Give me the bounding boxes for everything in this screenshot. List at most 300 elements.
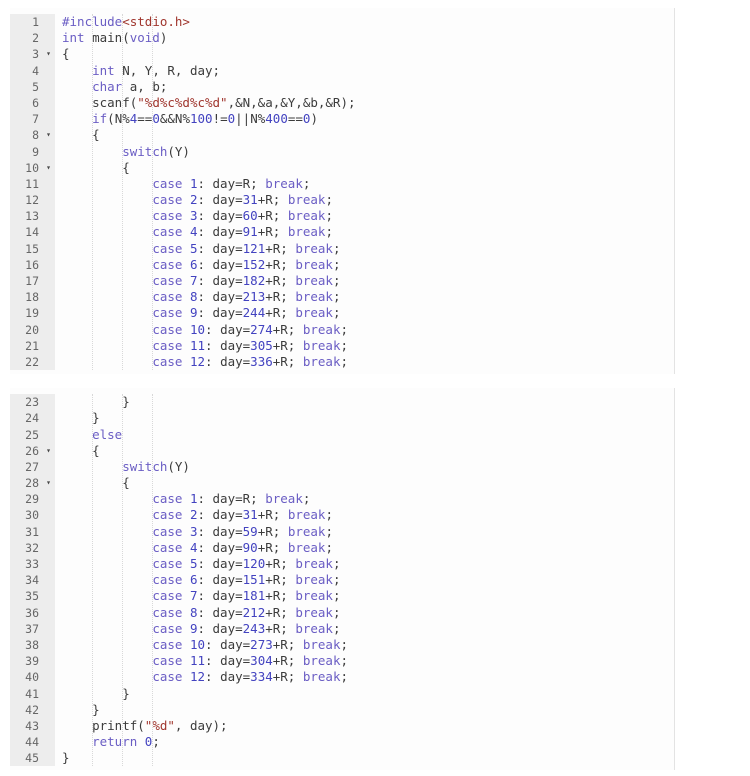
fold-arrow-icon[interactable]: ▾: [46, 445, 51, 455]
gutter: [10, 475, 55, 491]
token-p: : day=: [197, 507, 243, 523]
token-n: 1: [189, 491, 198, 507]
token-p: {: [62, 159, 130, 175]
gutter: [10, 653, 55, 669]
token-p: ;: [340, 337, 349, 353]
token-p: +R;: [272, 669, 303, 685]
token-n: 8: [189, 289, 198, 305]
line-number: 3: [32, 47, 39, 62]
token-p: }: [62, 750, 70, 766]
line-number: 39: [25, 654, 39, 669]
line-number: 35: [25, 589, 39, 604]
code-text[interactable]: [55, 491, 310, 507]
code-line[interactable]: [10, 637, 674, 653]
code-text[interactable]: [55, 507, 333, 523]
token-k: break: [295, 289, 333, 305]
token-n: 4: [189, 224, 198, 240]
token-n: 336: [250, 353, 273, 369]
token-p: ;: [325, 539, 333, 555]
code-text[interactable]: [55, 144, 190, 160]
code-text[interactable]: [55, 702, 100, 718]
code-text[interactable]: [55, 669, 348, 685]
token-n: 5: [189, 240, 198, 256]
code-line[interactable]: [10, 289, 674, 305]
code-line[interactable]: [10, 669, 674, 685]
token-n: 213: [242, 289, 266, 305]
gutter: [10, 750, 55, 766]
token-n: 4: [129, 111, 138, 127]
code-text[interactable]: [55, 750, 70, 766]
token-k: break: [265, 175, 303, 191]
fold-arrow-icon[interactable]: ▾: [46, 478, 51, 488]
code-text[interactable]: [55, 273, 341, 289]
code-text[interactable]: [55, 241, 341, 257]
gutter: [10, 702, 55, 718]
gutter: [10, 79, 55, 95]
token-p: [62, 111, 92, 126]
token-n: 100: [189, 111, 213, 127]
token-p: ;: [325, 507, 333, 523]
token-p: {: [62, 46, 70, 62]
token-p: +R;: [265, 273, 296, 288]
token-p: [182, 338, 190, 353]
token-p: scanf(: [62, 94, 138, 110]
line-number: 42: [25, 702, 39, 717]
token-p: [62, 637, 152, 652]
gutter: [10, 95, 55, 111]
token-p: [182, 305, 190, 320]
token-p: [62, 322, 152, 337]
code-text[interactable]: [55, 305, 341, 321]
fold-spacer: [42, 572, 55, 588]
line-number: 36: [25, 605, 39, 620]
code-line[interactable]: [10, 427, 674, 443]
token-k: break: [295, 273, 333, 288]
token-p: ): [159, 30, 168, 46]
token-n: 7: [189, 273, 198, 288]
code-text[interactable]: [55, 208, 333, 224]
line-number: 21: [25, 338, 39, 353]
token-p: ;: [332, 240, 341, 256]
token-p: [62, 208, 152, 223]
fold-arrow-icon[interactable]: ▾: [46, 162, 51, 172]
token-k: case: [152, 192, 183, 208]
fold-spacer: [42, 241, 55, 257]
token-p: [182, 637, 190, 652]
token-p: }: [62, 701, 100, 717]
code-line[interactable]: [10, 273, 674, 289]
token-k: case: [152, 539, 183, 555]
fold-spacer: [42, 605, 55, 621]
token-p: [182, 524, 190, 539]
line-number: 43: [25, 718, 39, 733]
token-p: , day);: [174, 717, 228, 733]
fold-spacer: [42, 686, 55, 702]
token-p: [62, 653, 152, 668]
code-line[interactable]: [10, 305, 674, 321]
token-p: ;: [332, 620, 341, 636]
token-k: break: [302, 337, 341, 353]
fold-spacer: [42, 637, 55, 653]
fold-spacer: [42, 540, 55, 556]
code-line[interactable]: [10, 556, 674, 572]
token-p: [62, 540, 152, 555]
token-p: [182, 540, 190, 555]
fold-spacer: [42, 556, 55, 572]
token-n: 9: [189, 620, 198, 636]
token-p: [182, 289, 190, 304]
token-k: case: [152, 321, 183, 337]
fold-spacer: [42, 338, 55, 354]
token-p: : day=: [205, 337, 251, 353]
token-p: [182, 354, 190, 369]
code-text[interactable]: [55, 95, 356, 111]
code-text[interactable]: [55, 111, 318, 127]
code-line[interactable]: [10, 443, 674, 459]
gutter: [10, 111, 55, 127]
code-line[interactable]: [10, 621, 674, 637]
token-p: [182, 621, 190, 636]
gutter: [10, 491, 55, 507]
token-p: [182, 556, 190, 571]
token-p: main(: [84, 30, 130, 46]
code-line[interactable]: [10, 588, 674, 604]
code-text[interactable]: [55, 410, 100, 426]
code-line[interactable]: [10, 127, 674, 143]
gutter: [10, 354, 55, 370]
code-text[interactable]: [55, 459, 190, 475]
token-p: +R;: [272, 353, 303, 369]
token-p: : day=: [197, 208, 243, 224]
token-k: case: [152, 305, 183, 321]
fold-spacer: [42, 734, 55, 750]
code-block-2: [10, 388, 675, 770]
token-n: 10: [189, 321, 206, 337]
token-p: : day=: [197, 539, 243, 555]
token-k: break: [302, 653, 341, 669]
code-text[interactable]: [55, 621, 341, 637]
token-p: +R;: [257, 507, 288, 523]
token-n: 10: [189, 636, 206, 652]
line-number: 10: [25, 160, 39, 175]
token-p: [62, 176, 152, 191]
token-k: #include: [62, 14, 123, 29]
token-p: +R;: [265, 620, 296, 636]
gutter: [10, 160, 55, 176]
token-n: 243: [242, 620, 266, 636]
token-p: {: [62, 127, 100, 143]
code-text[interactable]: [55, 192, 333, 208]
code-line[interactable]: [10, 750, 674, 766]
code-line[interactable]: [10, 257, 674, 273]
token-k: case: [152, 588, 183, 604]
code-line[interactable]: [10, 572, 674, 588]
code-text[interactable]: [55, 224, 333, 240]
code-line[interactable]: [10, 540, 674, 556]
code-line[interactable]: [10, 111, 674, 127]
token-p: +R;: [265, 588, 296, 604]
line-number: 23: [25, 395, 39, 410]
code-line[interactable]: [10, 734, 674, 750]
token-p: +R;: [257, 208, 288, 224]
token-n: 304: [250, 653, 273, 669]
fold-spacer: [42, 30, 55, 46]
token-n: 90: [242, 539, 258, 555]
code-line[interactable]: [10, 322, 674, 338]
line-number: 13: [25, 209, 39, 224]
code-line[interactable]: [10, 95, 674, 111]
gutter: [10, 621, 55, 637]
token-p: [62, 459, 122, 474]
code-line[interactable]: [10, 224, 674, 240]
line-number: 16: [25, 257, 39, 272]
token-n: 181: [242, 588, 266, 604]
token-p: ;: [340, 321, 349, 337]
code-line[interactable]: [10, 160, 674, 176]
token-k: break: [287, 523, 326, 539]
gutter: [10, 669, 55, 685]
line-number: 26: [25, 443, 39, 458]
fold-arrow-icon[interactable]: ▾: [46, 49, 51, 59]
code-text[interactable]: [55, 475, 130, 491]
token-p: }: [62, 685, 130, 701]
token-p: [62, 273, 152, 288]
code-text[interactable]: [55, 653, 348, 669]
code-text[interactable]: [55, 443, 100, 459]
token-p: [62, 572, 152, 587]
code-text[interactable]: [55, 540, 333, 556]
code-line[interactable]: [10, 144, 674, 160]
gutter: [10, 605, 55, 621]
token-p: [182, 257, 190, 272]
token-n: 31: [242, 507, 258, 523]
token-n: 11: [189, 337, 206, 353]
token-n: 91: [242, 224, 258, 240]
token-p: [182, 588, 190, 603]
token-p: &&N%: [159, 111, 190, 127]
code-text[interactable]: [55, 556, 341, 572]
code-text[interactable]: [55, 718, 228, 734]
code-line[interactable]: [10, 63, 674, 79]
code-text[interactable]: [55, 572, 341, 588]
code-line[interactable]: [10, 394, 674, 410]
token-n: 3: [189, 523, 198, 539]
code-line[interactable]: [10, 14, 674, 30]
code-text[interactable]: [55, 176, 310, 192]
line-number: 12: [25, 193, 39, 208]
code-text[interactable]: [55, 394, 130, 410]
fold-arrow-icon[interactable]: ▾: [46, 130, 51, 140]
code-block-1: [10, 8, 675, 374]
token-k: case: [152, 636, 183, 652]
code-text[interactable]: [55, 686, 130, 702]
code-line[interactable]: [10, 718, 674, 734]
fold-spacer: [42, 491, 55, 507]
code-line[interactable]: [10, 475, 674, 491]
code-text[interactable]: [55, 46, 70, 62]
token-k: break: [295, 556, 333, 571]
code-line[interactable]: [10, 46, 674, 62]
token-n: 7: [189, 588, 198, 604]
code-text[interactable]: [55, 605, 341, 621]
code-line[interactable]: [10, 30, 674, 46]
token-k: break: [302, 353, 341, 369]
token-p: : day=: [205, 636, 251, 652]
token-p: +R;: [265, 572, 296, 588]
code-line[interactable]: [10, 653, 674, 669]
gutter: [10, 63, 55, 79]
token-k: break: [302, 669, 341, 685]
token-k: void: [129, 30, 160, 46]
token-p: ;: [332, 556, 341, 571]
code-line[interactable]: [10, 79, 674, 95]
token-p: ;: [332, 572, 341, 588]
code-text[interactable]: [55, 734, 160, 750]
code-line[interactable]: [10, 686, 674, 702]
code-text[interactable]: [55, 79, 167, 95]
fold-spacer: [42, 669, 55, 685]
line-number: 41: [25, 686, 39, 701]
token-p: [62, 491, 152, 506]
token-p: ;: [325, 208, 333, 224]
fold-spacer: [42, 289, 55, 305]
token-p: [182, 273, 190, 288]
code-line[interactable]: [10, 605, 674, 621]
code-line[interactable]: [10, 338, 674, 354]
code-text[interactable]: [55, 338, 348, 354]
code-line[interactable]: [10, 410, 674, 426]
fold-spacer: [42, 305, 55, 321]
fold-spacer: [42, 111, 55, 127]
token-k: case: [152, 273, 183, 288]
code-text[interactable]: [55, 322, 348, 338]
gutter: [10, 507, 55, 523]
token-k: case: [152, 491, 183, 507]
fold-spacer: [42, 176, 55, 192]
code-line[interactable]: [10, 354, 674, 370]
code-text[interactable]: [55, 588, 341, 604]
code-text[interactable]: [55, 289, 341, 305]
line-number: 6: [32, 95, 39, 110]
token-p: +R;: [257, 192, 288, 208]
token-p: : day=: [197, 273, 243, 288]
code-line[interactable]: [10, 459, 674, 475]
fold-spacer: [42, 354, 55, 370]
token-k: break: [287, 192, 326, 208]
code-text[interactable]: [55, 14, 190, 30]
fold-spacer: [42, 322, 55, 338]
fold-spacer: [42, 524, 55, 540]
line-number: 34: [25, 573, 39, 588]
token-k: break: [295, 240, 333, 256]
token-k: break: [287, 539, 326, 555]
token-s: <stdio.h>: [122, 14, 190, 29]
fold-spacer: [42, 394, 55, 410]
line-number: 37: [25, 621, 39, 636]
code-text[interactable]: [55, 30, 167, 46]
token-n: 273: [250, 636, 273, 652]
code-line[interactable]: [10, 208, 674, 224]
code-text[interactable]: [55, 127, 100, 143]
token-k: break: [287, 507, 326, 523]
token-n: 31: [242, 192, 258, 208]
code-text[interactable]: [55, 63, 220, 79]
code-line[interactable]: [10, 192, 674, 208]
token-p: [182, 572, 190, 587]
code-text[interactable]: [55, 160, 130, 176]
code-text[interactable]: [55, 354, 348, 370]
code-line[interactable]: [10, 524, 674, 540]
token-p: ;: [152, 734, 160, 750]
token-p: : day=: [197, 289, 243, 305]
token-k: switch: [122, 458, 168, 474]
token-p: [62, 241, 152, 256]
code-text[interactable]: [55, 524, 333, 540]
token-p: ;: [332, 289, 341, 305]
token-p: [182, 491, 190, 506]
token-n: 60: [242, 208, 258, 224]
line-number: 24: [25, 411, 39, 426]
token-p: [62, 556, 152, 571]
line-number: 18: [25, 290, 39, 305]
line-number: 30: [25, 508, 39, 523]
code-line[interactable]: [10, 702, 674, 718]
code-line[interactable]: [10, 176, 674, 192]
token-n: 6: [189, 572, 198, 588]
token-p: [182, 192, 190, 207]
code-line[interactable]: [10, 507, 674, 523]
fold-spacer: [42, 14, 55, 30]
token-p: [137, 734, 145, 749]
line-number: 17: [25, 274, 39, 288]
token-p: [182, 605, 190, 620]
code-line[interactable]: [10, 241, 674, 257]
token-k: case: [152, 208, 183, 224]
token-k: break: [287, 208, 326, 224]
line-number: 19: [25, 306, 39, 321]
token-p: ;: [340, 353, 349, 369]
token-p: ==: [137, 111, 153, 127]
token-p: ;: [332, 604, 341, 620]
token-n: 244: [242, 305, 266, 321]
token-n: 5: [189, 556, 198, 571]
line-number: 7: [32, 112, 39, 127]
gutter: [10, 30, 55, 46]
gutter: [10, 338, 55, 354]
code-text[interactable]: [55, 427, 122, 443]
token-n: 305: [250, 337, 273, 353]
token-k: return: [92, 734, 138, 750]
token-k: int: [92, 62, 115, 78]
token-p: [62, 524, 152, 539]
gutter: [10, 273, 55, 289]
code-text[interactable]: [55, 257, 341, 273]
fold-spacer: [42, 427, 55, 443]
code-text[interactable]: [55, 637, 348, 653]
token-k: break: [295, 588, 333, 604]
token-k: case: [152, 256, 183, 272]
token-n: 12: [189, 353, 206, 369]
token-k: switch: [122, 143, 168, 159]
code-line[interactable]: [10, 491, 674, 507]
line-number: 29: [25, 492, 39, 507]
fold-spacer: [42, 273, 55, 289]
fold-spacer: [42, 95, 55, 111]
token-p: : day=: [205, 321, 251, 337]
token-k: case: [152, 353, 183, 369]
gutter: [10, 192, 55, 208]
token-p: ): [310, 111, 318, 127]
